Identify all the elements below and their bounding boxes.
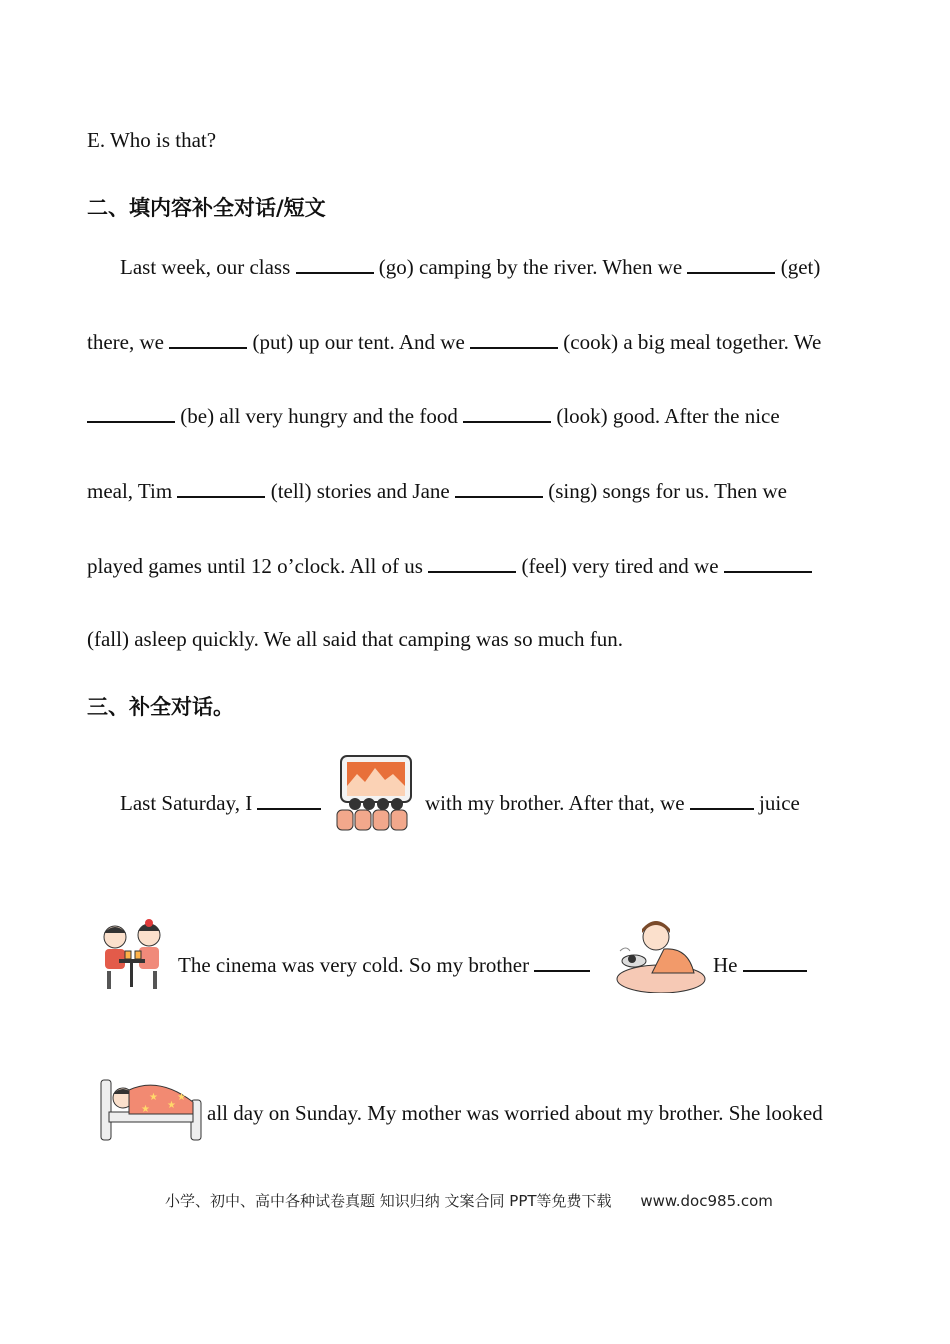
text: (put) up our tent. And we — [252, 330, 465, 354]
blank[interactable] — [169, 329, 247, 349]
footer-url[interactable]: www.doc985.com — [640, 1192, 773, 1210]
blank[interactable] — [455, 478, 543, 498]
footer-text: 小学、初中、高中各种试卷真题 知识归纳 文案合同 PPT等免费下载 — [165, 1192, 612, 1210]
text: Last week, our class — [120, 255, 291, 279]
blank[interactable] — [724, 553, 812, 573]
passage-line-2 — [87, 329, 821, 355]
text: (go) camping by the river. When we — [378, 255, 683, 279]
dialog-line-2 — [178, 952, 590, 978]
footer — [165, 1190, 773, 1211]
blank[interactable] — [463, 403, 551, 423]
section-2-title: 二、填内容补全对话/短文 — [87, 196, 326, 220]
blank[interactable] — [690, 790, 754, 810]
text: He — [713, 953, 738, 977]
text: Last Saturday, I — [120, 791, 253, 815]
blank[interactable] — [177, 478, 265, 498]
dialog-line-3: all day on Sunday. My mother was worried about my brother. She looked — [207, 1101, 823, 1125]
text: there, we — [87, 330, 164, 354]
section-e-option: E. Who is that? — [87, 128, 217, 152]
passage-line-4 — [87, 478, 787, 504]
blank[interactable] — [428, 553, 516, 573]
sick-boy-icon — [612, 917, 710, 998]
dialog-line-1-cont — [425, 790, 800, 816]
text: meal, Tim — [87, 479, 173, 503]
blank[interactable] — [296, 254, 374, 274]
cinema-icon — [333, 752, 419, 839]
text: (look) good. After the nice — [556, 404, 780, 428]
text: (get) — [780, 255, 821, 279]
passage-line-3 — [87, 403, 780, 429]
text: The cinema was very cold. So my brother — [178, 953, 530, 977]
dialog-line-2-cont — [713, 952, 807, 978]
svg-text:★: ★ — [167, 1100, 176, 1111]
svg-text:★: ★ — [141, 1104, 150, 1115]
blank[interactable] — [470, 329, 558, 349]
text: juice — [759, 791, 800, 815]
bed-icon — [99, 1070, 203, 1149]
text: (tell) stories and Jane — [270, 479, 450, 503]
blank[interactable] — [257, 790, 321, 810]
text: played games until 12 o’clock. All of us — [87, 554, 423, 578]
blank[interactable] — [534, 952, 590, 972]
svg-text:★: ★ — [149, 1092, 158, 1103]
blank[interactable] — [687, 254, 775, 274]
section-3-title: 三、补全对话。 — [87, 695, 234, 719]
blank[interactable] — [743, 952, 807, 972]
text: (be) all very hungry and the food — [180, 404, 458, 428]
passage-line-6: (fall) asleep quickly. We all said that camping was so much fun. — [87, 627, 623, 651]
text: with my brother. After that, we — [425, 791, 685, 815]
svg-text:★: ★ — [177, 1092, 186, 1103]
text: (sing) songs for us. Then we — [548, 479, 787, 503]
passage-line-5 — [87, 553, 812, 579]
drinking-juice-icon — [95, 915, 175, 998]
passage-line-1 — [120, 254, 820, 280]
text: (feel) very tired and we — [521, 554, 719, 578]
dialog-line-1 — [120, 790, 321, 816]
blank[interactable] — [87, 403, 175, 423]
text: (cook) a big meal together. We — [563, 330, 822, 354]
